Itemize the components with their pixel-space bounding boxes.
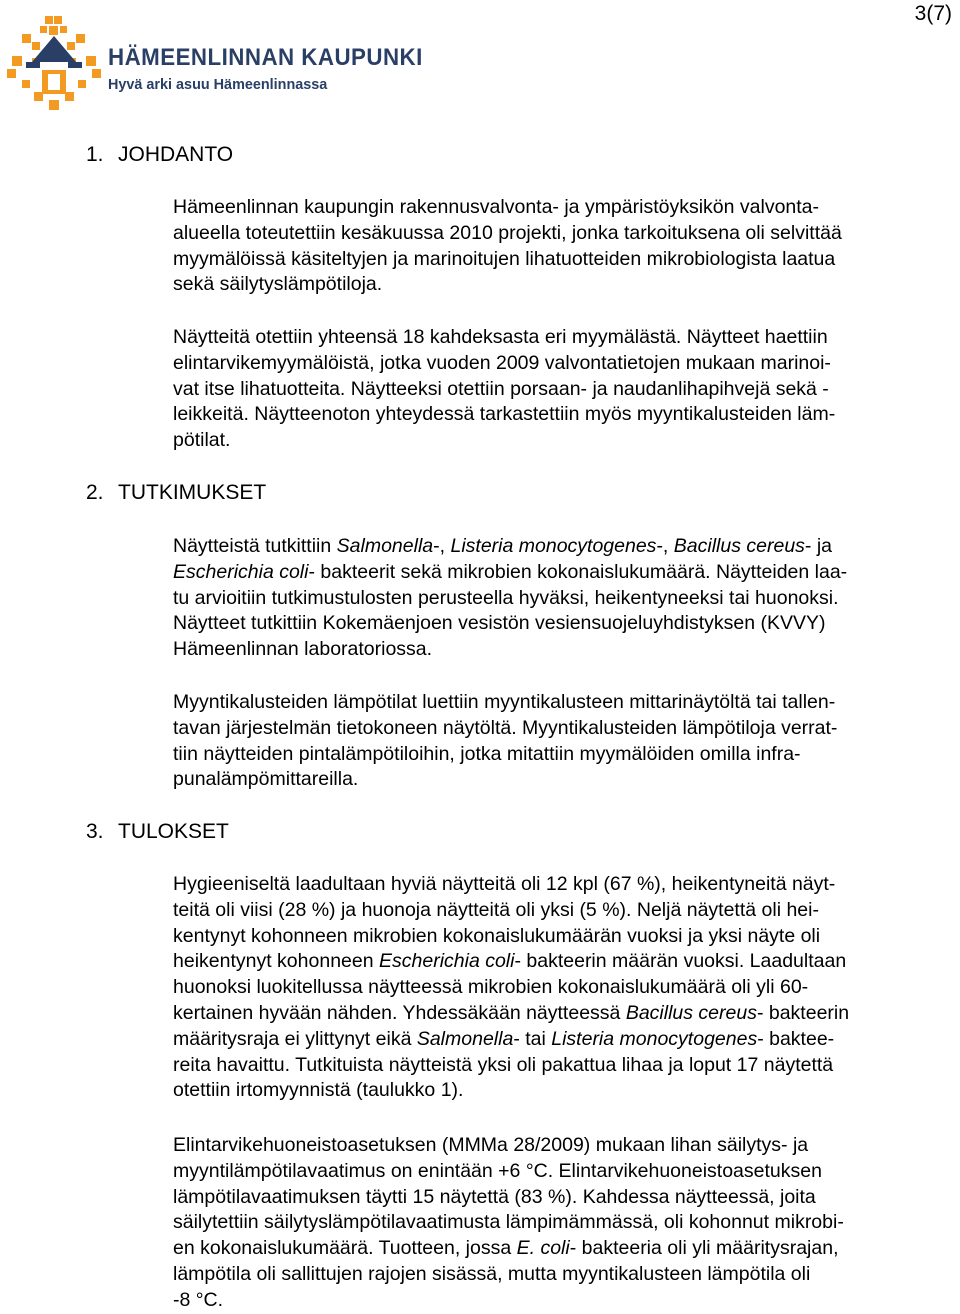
text-line: Myyntikalusteiden lämpötilat luettiin myyntikalusteen mittarinäytöltä tai tallen- [173, 691, 836, 713]
text-line: sekä säilytyslämpötiloja. [173, 273, 383, 296]
city-logo [4, 14, 423, 114]
text-line: Hygieeniseltä laadultaan hyviä näytteitä oli 12 kpl (67 %), heikentyneitä näyt- [173, 873, 836, 895]
text-line: otettiin irtomyynnistä (taulukko 1). [173, 1079, 464, 1102]
section-number: 3. [86, 820, 104, 843]
section-title: TULOKSET [118, 820, 229, 843]
paragraph-intro-purpose [173, 195, 958, 298]
city-name: HÄMEENLINNAN KAUPUNKI [108, 44, 423, 71]
species-name: Salmonella [336, 535, 434, 557]
section-heading-results [86, 820, 229, 844]
section-heading-intro [86, 143, 233, 167]
text-line: kentynyt kohonneen mikrobien kokonaislukumäärän vuoksi ja yksi näyte oli [173, 924, 821, 947]
paragraph-intro-samples [173, 325, 958, 454]
text-line: elintarvikemyymälöistä, jotka vuoden 2009 valvontatietojen mukaan marinoi- [173, 351, 831, 374]
text-line: Escherichia coli- bakteerit sekä mikrobien kokonaislukumäärä. Näytteiden laa- [173, 560, 848, 583]
text-line: punalämpömittareilla. [173, 768, 359, 791]
text-line: lämpötilavaatimuksen täytti 15 näytettä (83 %). Kahdessa näytteessä, joita [173, 1185, 816, 1208]
section-title: JOHDANTO [118, 143, 234, 166]
text-line: Näytteet tutkittiin Kokemäenjoen vesistön vesiensuojeluyhdistyksen (KVVY) [173, 612, 826, 635]
text-line: tiin näytteiden pintalämpötiloihin, jotka mitattiin myymälöiden omilla infra- [173, 742, 801, 765]
paragraph-results-quality [173, 872, 958, 1104]
species-name: Bacillus cereus [625, 1001, 757, 1024]
page-number: 3(7) [914, 2, 952, 25]
text-line: en kokonaislukumäärä. Tuotteen, jossa E. coli- bakteeria oli yli määritysrajan, [173, 1237, 839, 1260]
text-line: heikentynyt kohonneen Escherichia coli- bakteerin määrän vuoksi. Laadultaan [173, 950, 847, 973]
text-line: myyntilämpötilavaatimus on enintään +6 °C. Elintarvikehuoneistoasetuksen [173, 1159, 822, 1182]
text-line: kertainen hyvään nähden. Yhdessäkään näytteessä Bacillus cereus- bakteerin [173, 1001, 850, 1024]
text-line: alueella toteutettiin kesäkuussa 2010 projekti, jonka tarkoituksena oli selvittää [173, 221, 842, 244]
text-line: myymälöissä käsiteltyjen ja marinoitujen lihatuotteiden mikrobiologista laatua [173, 247, 836, 270]
species-name: Escherichia coli [173, 560, 309, 583]
text-line: Hämeenlinnan laboratoriossa. [173, 638, 433, 661]
text-line: leikkeitä. Näytteenoton yhteydessä tarkastettiin myös myyntikalusteiden läm- [173, 403, 836, 426]
text-line: lämpötila oli sallittujen rajojen sisässä, mutta myyntikalusteen lämpötila oli [173, 1262, 811, 1285]
section-number: 1. [86, 143, 104, 166]
species-name: Listeria monocytogenes [450, 535, 657, 557]
city-tagline: Hyvä arki asuu Hämeenlinnassa [108, 76, 328, 93]
paragraph-research-temperatures [173, 690, 958, 793]
species-name: Salmonella [416, 1027, 514, 1050]
species-name: E. coli [516, 1237, 570, 1260]
text-line: Hämeenlinnan kaupungin rakennusvalvonta- ja ympäristöyksikön valvonta- [173, 196, 820, 218]
paragraph-results-temperature [173, 1133, 958, 1314]
text-line: teitä oli viisi (28 %) ja huonoja näytteitä oli yksi (5 %). Neljä näytettä oli hei- [173, 898, 819, 921]
species-name: Listeria monocytogenes [551, 1027, 758, 1050]
species-name: Escherichia coli [379, 950, 515, 973]
section-number: 2. [86, 481, 104, 504]
text-line: Elintarvikehuoneistoasetuksen (MMMa 28/2009) mukaan lihan säilytys- ja [173, 1134, 809, 1156]
section-heading-research [86, 481, 266, 505]
text-line: Näytteitä otettiin yhteensä 18 kahdeksasta eri myymälästä. Näytteet haettiin [173, 326, 828, 348]
text-line: Näytteistä tutkittiin Salmonella-, Listeria monocytogenes-, Bacillus cereus- ja [173, 535, 833, 557]
sun-emblem-icon [4, 14, 104, 114]
text-line: vat itse lihatuotteita. Näytteeksi otettiin porsaan- ja naudanlihapihvejä sekä - [173, 377, 829, 400]
text-line: säilytettiin säilytyslämpötilavaatimusta lämpimämmässä, oli kohonnut mikrobi- [173, 1211, 844, 1234]
species-name: Bacillus cereus [673, 535, 805, 557]
section-title: TUTKIMUKSET [118, 481, 267, 504]
text-line: tavan järjestelmän tietokoneen näytöltä. Myyntikalusteiden lämpötiloja verrat- [173, 716, 838, 739]
text-line: huonoksi luokitellussa näytteessä mikrobien kokonaislukumäärä oli yli 60- [173, 976, 809, 999]
text-line: tu arvioitiin tutkimustulosten perusteella hyväksi, heikentyneeksi tai huonoksi. [173, 586, 839, 609]
text-line: määritysraja ei ylittynyt eikä Salmonella- tai Listeria monocytogenes- baktee- [173, 1027, 835, 1050]
text-line: reita havaittu. Tutkituista näytteistä yksi oli pakattua lihaa ja loput 17 näytettä [173, 1053, 834, 1076]
text-line: pötilat. [173, 429, 231, 452]
paragraph-research-methods [173, 534, 958, 663]
text-line: -8 °C. [173, 1288, 224, 1311]
